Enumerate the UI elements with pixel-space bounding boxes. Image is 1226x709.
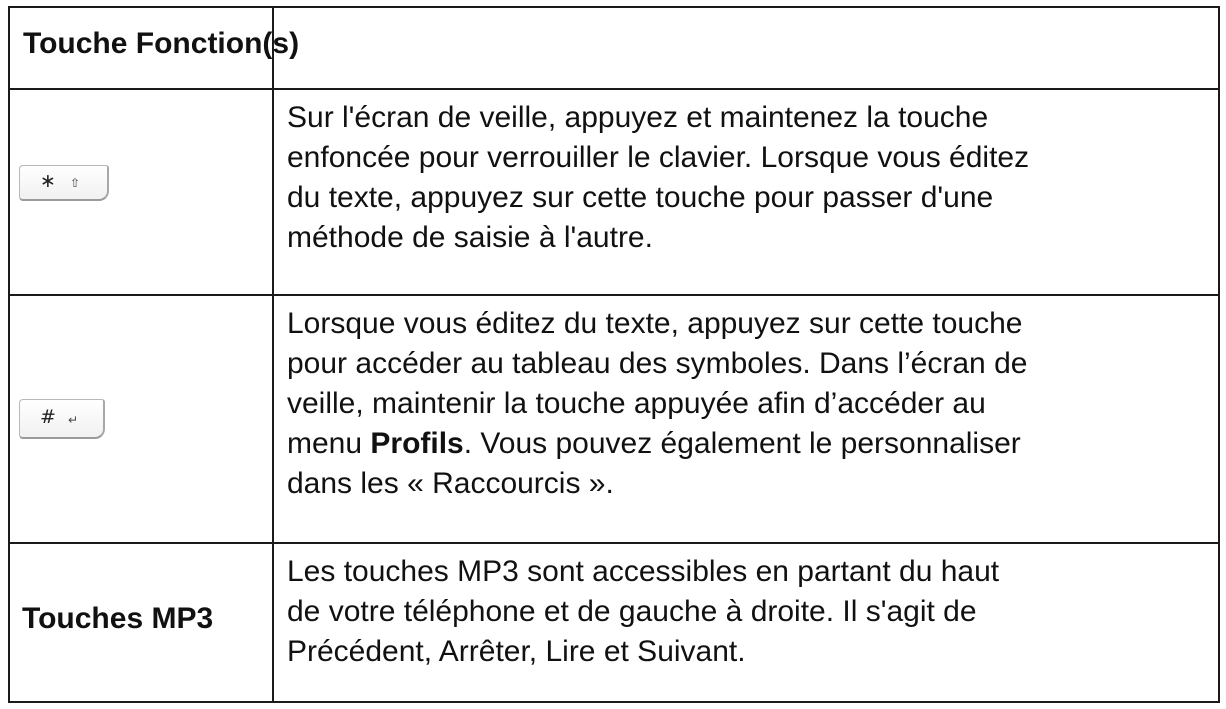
function-keys-table xyxy=(8,6,1220,703)
row-description xyxy=(287,552,1217,672)
description-line: du texte, appuyez sur cette touche pour passer d'une xyxy=(287,181,994,214)
key-symbol: ∗ xyxy=(40,170,56,192)
description-line: pour accéder au tableau des symboles. Dans l’écran de xyxy=(287,347,1028,380)
key-sub-symbol: ↵ xyxy=(68,413,79,427)
row-description xyxy=(287,98,1217,258)
row-divider xyxy=(10,88,1218,90)
description-line: dans les « Raccourcis ». xyxy=(287,467,614,500)
description-line: méthode de saisie à l'autre. xyxy=(287,221,653,254)
row-divider xyxy=(10,294,1218,296)
description-line: Précédent, Arrêter, Lire et Suivant. xyxy=(287,635,746,668)
line-text: menu xyxy=(287,427,371,460)
mp3-keys-label: Touches MP3 xyxy=(22,602,214,635)
profils-menu-name: Profils xyxy=(370,427,464,460)
key-symbol: # xyxy=(40,406,56,428)
description-line: Les touches MP3 sont accessibles en partant du haut xyxy=(287,555,1000,588)
description-line: de votre téléphone et de gauche à droite. Il s'agit de xyxy=(287,595,977,628)
description-line: veille, maintenir la touche appuyée afin d’accéder au xyxy=(287,387,986,420)
hash-key-icon xyxy=(19,399,105,439)
line-text: . Vous pouvez également le personnaliser xyxy=(463,427,1021,460)
row-divider xyxy=(10,542,1218,544)
description-line: Sur l'écran de veille, appuyez et maintenez la touche xyxy=(287,101,989,134)
key-sub-symbol: ⇧ xyxy=(70,176,81,190)
description-line: enfoncée pour verrouiller le clavier. Lorsque vous éditez xyxy=(287,141,1030,174)
row-description xyxy=(287,304,1217,504)
column-divider xyxy=(272,6,274,703)
description-line: Lorsque vous éditez du texte, appuyez sur cette touche xyxy=(287,307,1023,340)
table-header: Touche Fonction(s) xyxy=(23,27,300,60)
star-key-icon xyxy=(19,165,109,201)
description-line xyxy=(287,424,1217,464)
